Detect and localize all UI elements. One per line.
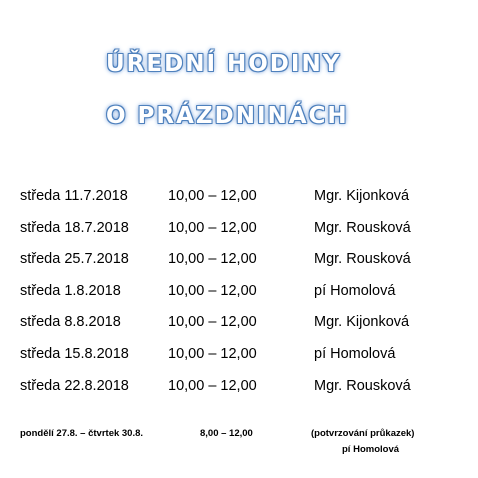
schedule-row — [20, 251, 460, 283]
schedule-person: Mgr. Rousková — [314, 219, 411, 236]
schedule-row — [20, 188, 460, 220]
schedule-time: 10,00 – 12,00 — [168, 188, 257, 204]
schedule-person: pí Homolová — [314, 282, 396, 299]
schedule-day: středa 11.7.2018 — [20, 188, 128, 204]
note-date-range: pondělí 27.8. – čtvrtek 30.8. — [20, 428, 144, 439]
note-purpose: (potvrzování průkazek) — [311, 428, 415, 439]
schedule-day: středa 25.7.2018 — [20, 251, 129, 268]
schedule-row — [20, 220, 460, 252]
schedule-time: 10,00 – 12,00 — [168, 282, 257, 299]
schedule-day: středa 1.8.2018 — [20, 282, 121, 299]
schedule-time: 10,00 – 12,00 — [168, 251, 257, 268]
schedule-day: středa 8.8.2018 — [20, 314, 121, 331]
schedule-row — [20, 314, 460, 346]
schedule-person: Mgr. Kijonková — [314, 314, 410, 331]
schedule-day: středa 22.8.2018 — [20, 377, 129, 394]
schedule-time: 10,00 – 12,00 — [168, 345, 257, 362]
schedule-time: 10,00 – 12,00 — [168, 219, 257, 236]
schedule-person: Mgr. Rousková — [314, 377, 411, 394]
schedule-person: pí Homolová — [314, 345, 396, 362]
schedule-time: 10,00 – 12,00 — [168, 377, 257, 394]
schedule-row — [20, 346, 460, 378]
schedule-person: Mgr. Rousková — [314, 251, 411, 268]
schedule-day: středa 15.8.2018 — [20, 345, 129, 362]
schedule-list — [20, 188, 460, 409]
heading-line-1: ÚŘEDNÍ HODINY — [106, 51, 342, 77]
schedule-time: 10,00 – 12,00 — [168, 314, 257, 331]
note-time: 8,00 – 12,00 — [200, 428, 253, 439]
schedule-day: středa 18.7.2018 — [20, 219, 129, 236]
schedule-person: Mgr. Kijonková — [314, 188, 410, 204]
schedule-row — [20, 283, 460, 315]
schedule-row — [20, 378, 460, 410]
heading-line-2: O PRÁZDNINÁCH — [106, 103, 349, 129]
note-person: pí Homolová — [342, 444, 400, 455]
